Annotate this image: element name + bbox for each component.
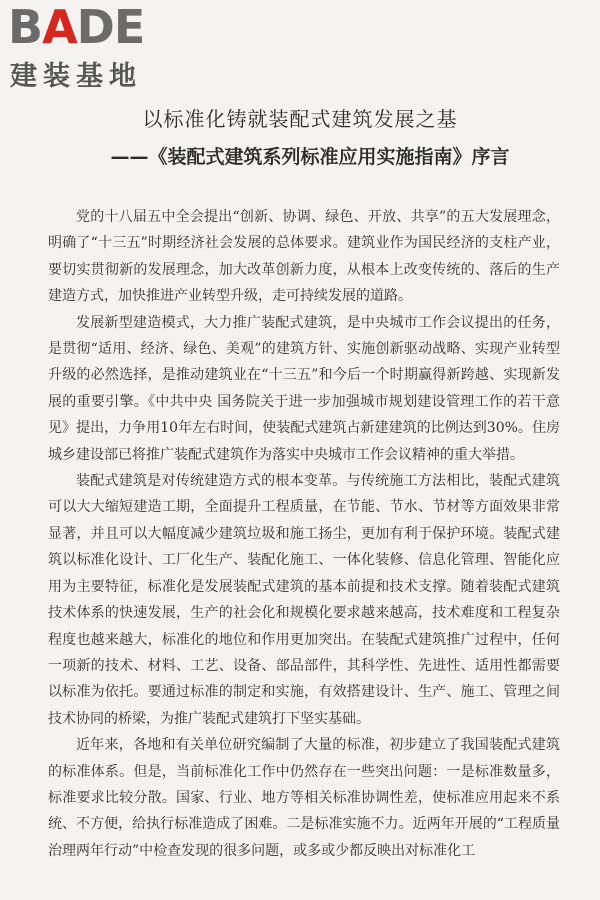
document-subtitle: ——《装配式建筑系列标准应用实施指南》序言 — [110, 146, 510, 168]
logo-letter-b: B — [8, 0, 43, 54]
logo-letters-de: DE — [76, 0, 145, 54]
logo-wordmark — [8, 2, 144, 52]
document-body — [48, 204, 560, 864]
body-paragraph: 近年来，各地和有关单位研究编制了大量的标准，初步建立了我国装配式建筑的标准体系。但是，当前标准化工作中仍然存在一些突出问题：一是标准数量多，标准要求比较分散。国家、行业、地方等相关标准协调性差，使标准应用起来不系统、不方便，给执行标准造成了困难。二是标准实施不力。近两年开展的“工程质量治理两年行动”中检查发现的很多问题，或多或少都反映出对标准化工 — [48, 737, 560, 859]
logo-chinese-name: 建装基地 — [10, 61, 142, 92]
body-paragraph: 党的十八届五中全会提出“创新、协调、绿色、开放、共享”的五大发展理念，明确了“十三五”时期经济社会发展的总体要求。建筑业作为国民经济的支柱产业，要切实贯彻新的发展理念，加大改革创新力度，从根本上改变传统的、落后的生产建造方式，加快推进产业转型升级，走可持续发展的道路。 — [48, 209, 560, 305]
logo-letter-a: A — [42, 0, 77, 54]
document-title: 以标准化铸就装配式建筑发展之基 — [142, 107, 458, 131]
body-paragraph: 发展新型建造模式，大力推广装配式建筑，是中央城市工作会议提出的任务，是贯彻“适用、经济、绿色、美观”的建筑方针、实施创新驱动战略、实现产业转型升级的必然选择，是推动建筑业在“十三五”和今后一个时期赢得新跨越、实现新发展的重要引擎。《中共中央 国务院关于进一步加强城市规划建设管理工作的若干意见》提出，力争用10年左右时间，使装配式建筑占新建建筑的比例达到30%。住房城乡建设部已将推广装配式建筑作为落实中央城市工作会议精神的重大举措。 — [48, 314, 560, 463]
body-paragraph: 装配式建筑是对传统建造方式的根本变革。与传统施工方法相比，装配式建筑可以大大缩短建造工期，全面提升工程质量，在节能、节水、节材等方面效果非常显著，并且可以大幅度减少建筑垃圾和施工扬尘，更加有利于保护环境。装配式建筑以标准化设计、工厂化生产、装配化施工、一体化装修、信息化管理、智能化应用为主要特征，标准化是发展装配式建筑的基本前提和技术支撑。随着装配式建筑技术体系的快速发展，生产的社会化和规模化要求越来越高，技术难度和工程复杂程度也越来越大，标准化的地位和作用更加突出。在装配式建筑推广过程中，任何一项新的技术、材料、工艺、设备、部品部件，其科学性、先进性、适用性都需要以标准为依托。要通过标准的制定和实施，有效搭建设计、生产、施工、管理之间技术协同的桥梁，为推广装配式建筑打下坚实基础。 — [48, 473, 560, 727]
bade-logo — [8, 2, 188, 94]
